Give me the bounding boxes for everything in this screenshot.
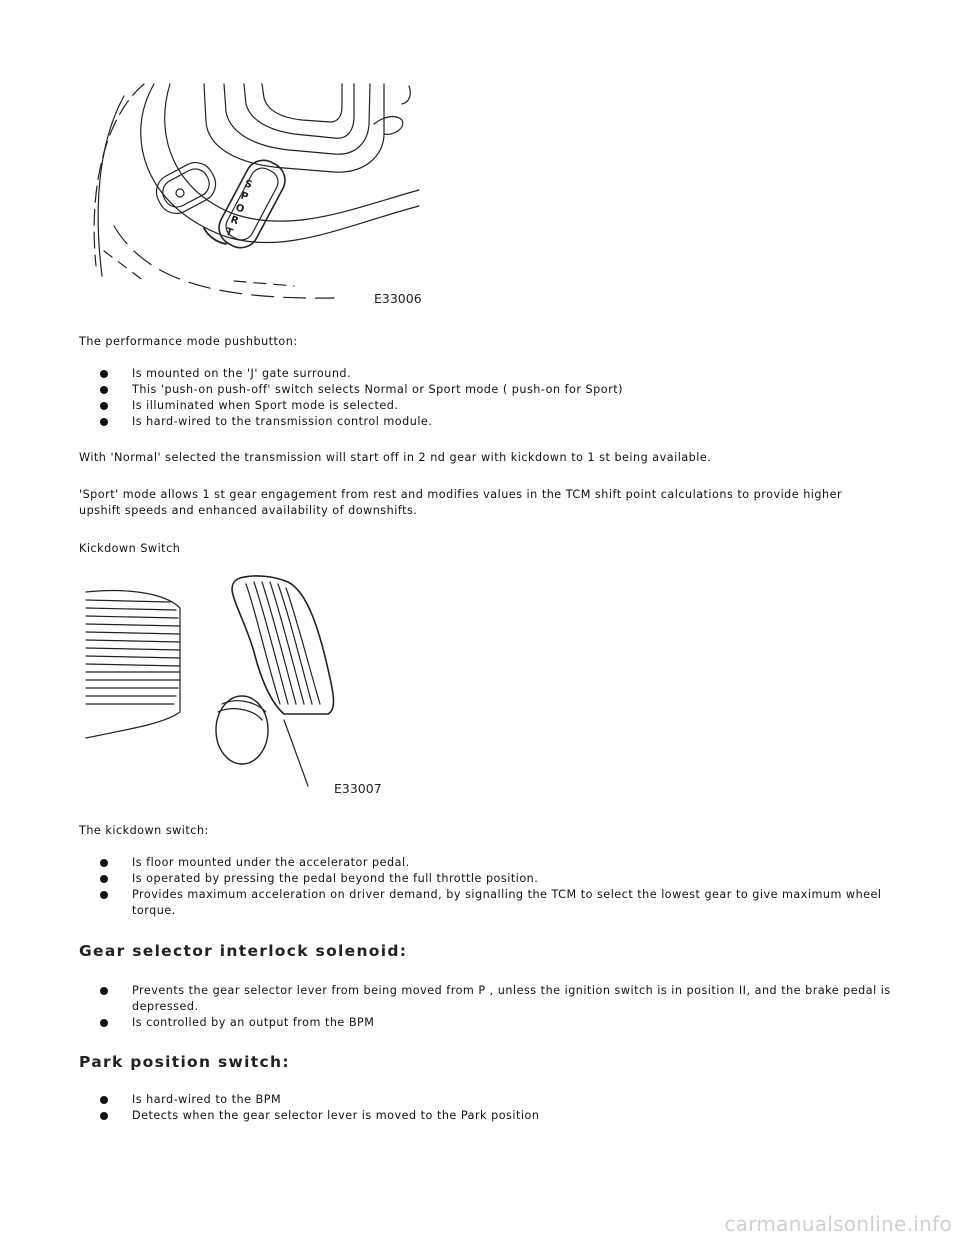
watermark: carmanualsonline.info — [724, 1212, 952, 1236]
park-bullet-list — [98, 1092, 539, 1124]
list-item: Is hard-wired to the BPM — [98, 1092, 539, 1108]
list-item: Is operated by pressing the pedal beyond the full throttle position. — [98, 871, 902, 887]
bullet-icon — [100, 418, 108, 426]
figure-label-e33007: E33007 — [334, 781, 382, 796]
sport-mode-paragraph: 'Sport' mode allows 1 st gear engagement from rest and modifies values in the TCM shift point calculations to provide higher upshift speeds and enhanced availability of downshifts. — [79, 488, 843, 517]
bullet-icon — [100, 402, 108, 410]
sport-letter-t: T — [224, 226, 234, 239]
interlock-solenoid-heading: Gear selector interlock solenoid: — [79, 942, 408, 960]
list-item: Is illuminated when Sport mode is selected. — [98, 398, 623, 414]
bullet-icon — [100, 386, 108, 394]
list-item: Is controlled by an output from the BPM — [98, 1015, 902, 1031]
list-item: Is hard-wired to the transmission control module. — [98, 414, 623, 430]
list-item: Is floor mounted under the accelerator pedal. — [98, 855, 902, 871]
sport-letter-r: R — [229, 214, 240, 228]
figure-label-e33006: E33006 — [374, 291, 422, 306]
list-item: Prevents the gear selector lever from being moved from P , unless the ignition switch is in position II, and the brake pedal is depressed. — [98, 983, 902, 1015]
kickdown-bullet-list — [98, 855, 902, 919]
normal-mode-paragraph: With 'Normal' selected the transmission will start off in 2 nd gear with kickdown to 1 st being available. — [79, 451, 712, 464]
list-item: This 'push-on push-off' switch selects Normal or Sport mode ( push-on for Sport) — [98, 382, 623, 398]
kickdown-intro: The kickdown switch: — [79, 824, 209, 837]
park-position-switch-heading: Park position switch: — [79, 1053, 290, 1071]
bullet-icon — [100, 1019, 108, 1027]
bullet-icon — [100, 987, 108, 995]
sport-letter-p: P — [239, 190, 250, 204]
interlock-bullet-list — [98, 983, 902, 1031]
list-item: Is mounted on the 'J' gate surround. — [98, 366, 623, 382]
list-item: Provides maximum acceleration on driver demand, by signalling the TCM to select the lowest gear to give maximum wheel torque. — [98, 887, 902, 919]
bullet-icon — [100, 1096, 108, 1104]
list-item: Detects when the gear selector lever is moved to the Park position — [98, 1108, 539, 1124]
performance-intro: The performance mode pushbutton: — [79, 335, 298, 348]
kickdown-switch-figure — [84, 572, 394, 798]
kickdown-switch-heading: Kickdown Switch — [79, 542, 181, 555]
bullet-icon — [100, 891, 108, 899]
bullet-icon — [100, 1112, 108, 1120]
performance-bullet-list — [98, 366, 623, 430]
sport-letter-o: O — [234, 202, 246, 216]
bullet-icon — [100, 370, 108, 378]
bullet-icon — [100, 875, 108, 883]
bullet-icon — [100, 859, 108, 867]
sport-switch-figure — [84, 76, 434, 310]
sport-letter-s: S — [243, 178, 254, 192]
